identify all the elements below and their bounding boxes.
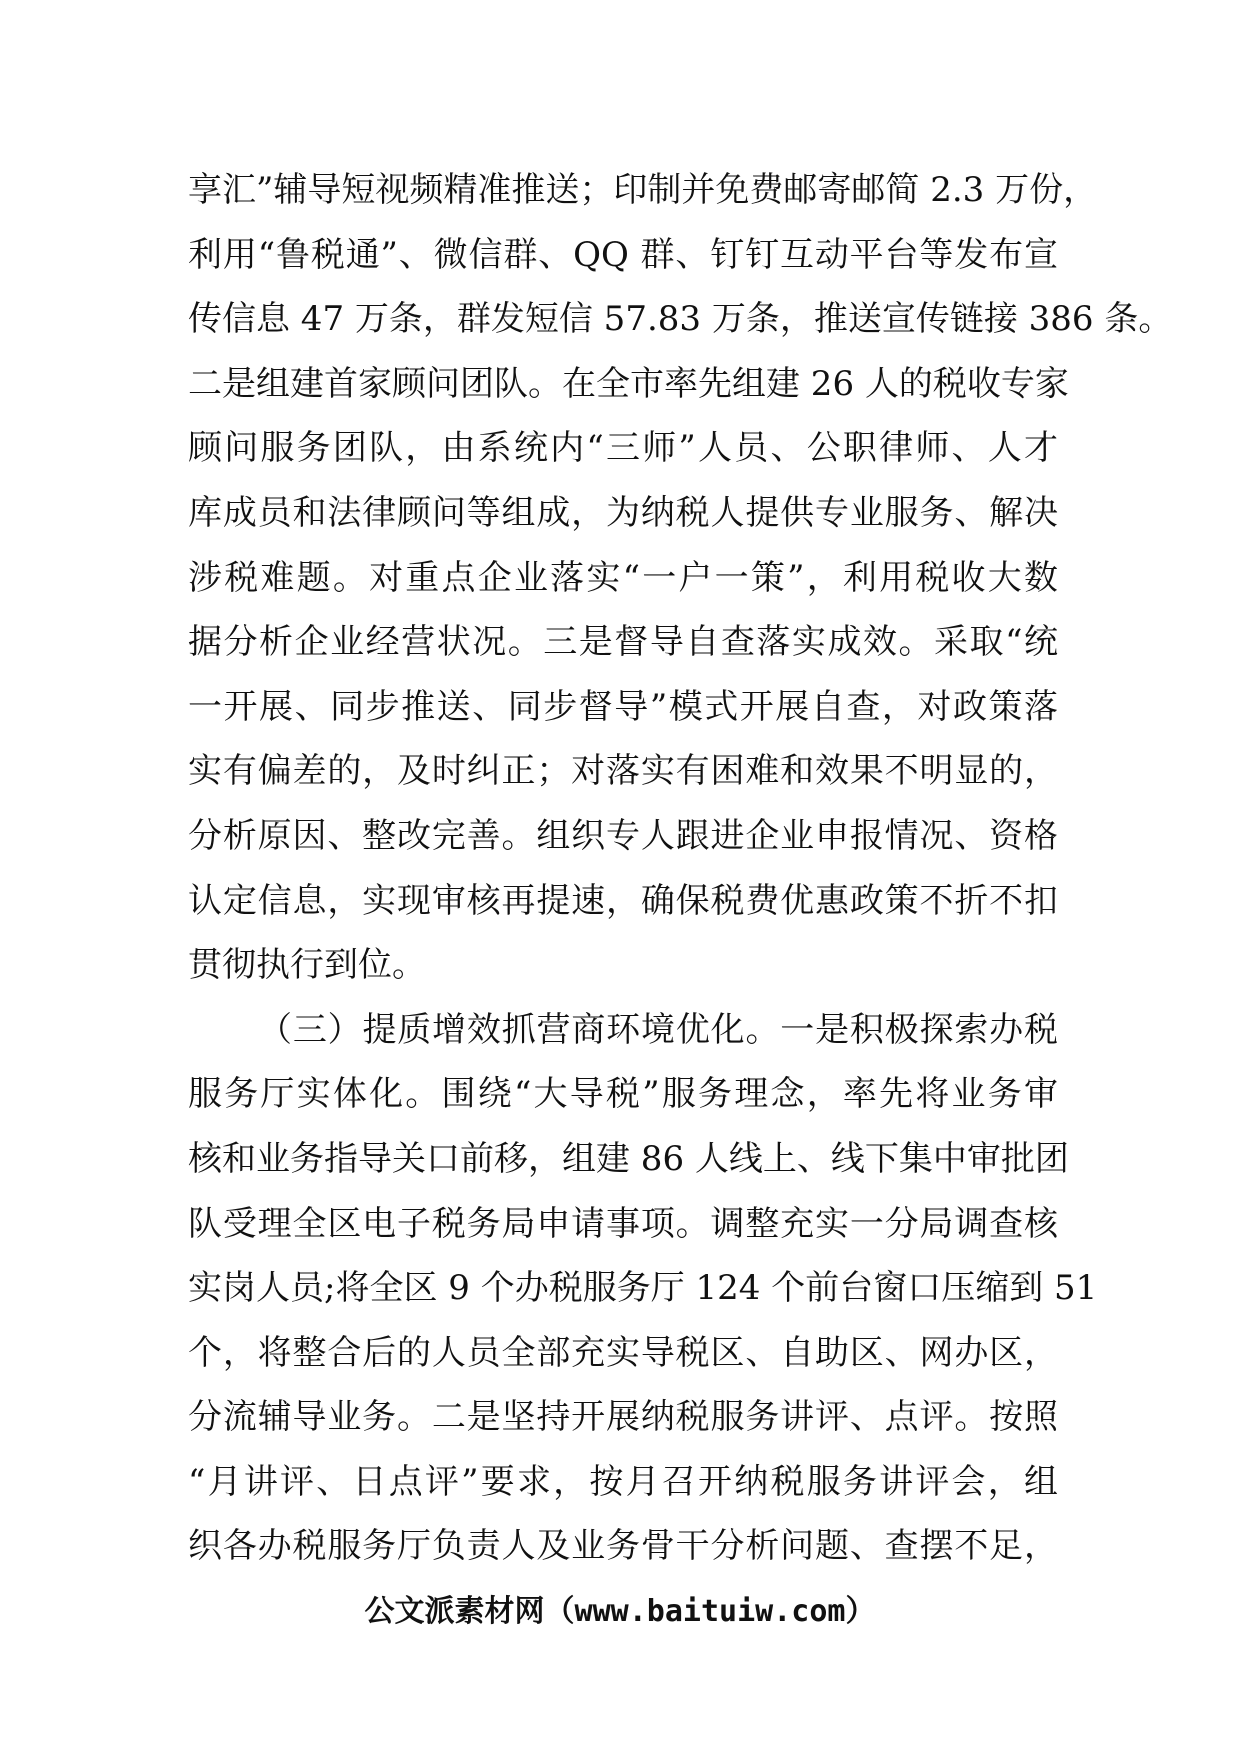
footer-watermark: 公文派素材网（www.baituiw.com） <box>364 1594 876 1629</box>
paragraph-line: 服务厅实体化。围绕“大导税”服务理念，率先将业务审 <box>188 1074 1058 1115</box>
paragraph-line: 二是组建首家顾问团队。在全市率先组建 26 人的税收专家 <box>188 363 1069 404</box>
paragraph-line: 实有偏差的，及时纠正；对落实有困难和效果不明显的， <box>188 751 1058 792</box>
paragraph-line: 贯彻执行到位。 <box>188 945 426 986</box>
document-body <box>188 158 1173 1579</box>
paragraph-line: 队受理全区电子税务局申请事项。调整充实一分局调查核 <box>188 1203 1058 1244</box>
paragraph-line: 分流辅导业务。二是坚持开展纳税服务讲评、点评。按照 <box>188 1397 1058 1438</box>
paragraph-line: 利用“鲁税通”、微信群、QQ 群、钉钉互动平台等发布宣 <box>188 234 1058 275</box>
paragraph-line: 库成员和法律顾问等组成，为纳税人提供专业服务、解决 <box>188 492 1058 533</box>
section-heading-line: （三）提质增效抓营商环境优化。一是积极探索办税 <box>258 1009 1058 1050</box>
paragraph-line: 实岗人员;将全区 9 个办税服务厅 124 个前台窗口压缩到 51 <box>188 1268 1098 1309</box>
paragraph-line: 个，将整合后的人员全部充实导税区、自助区、网办区， <box>188 1332 1058 1373</box>
paragraph-line: 涉税难题。对重点企业落实“一户一策”，利用税收大数 <box>188 557 1058 598</box>
paragraph-line: 核和业务指导关口前移，组建 86 人线上、线下集中审批团 <box>188 1138 1069 1179</box>
paragraph-line: 织各办税服务厅负责人及业务骨干分析问题、查摆不足， <box>188 1526 1058 1567</box>
paragraph-line: 一开展、同步推送、同步督导”模式开展自查，对政策落 <box>188 686 1058 727</box>
paragraph-line: 享汇”辅导短视频精准推送；印制并免费邮寄邮简 2.3 万份， <box>188 170 1098 210</box>
paragraph-line: 认定信息，实现审核再提速，确保税费优惠政策不折不扣 <box>188 880 1058 921</box>
paragraph-line: “月讲评、日点评”要求，按月召开纳税服务讲评会，组 <box>188 1461 1058 1502</box>
paragraph-line: 据分析企业经营状况。三是督导自查落实成效。采取“统 <box>188 622 1058 663</box>
paragraph-line: 顾问服务团队，由系统内“三师”人员、公职律师、人才 <box>188 428 1058 469</box>
paragraph-line: 传信息 47 万条，群发短信 57.83 万条，推送宣传链接 386 条。 <box>188 299 1173 340</box>
paragraph-line: 分析原因、整改完善。组织专人跟进企业申报情况、资格 <box>188 815 1058 856</box>
